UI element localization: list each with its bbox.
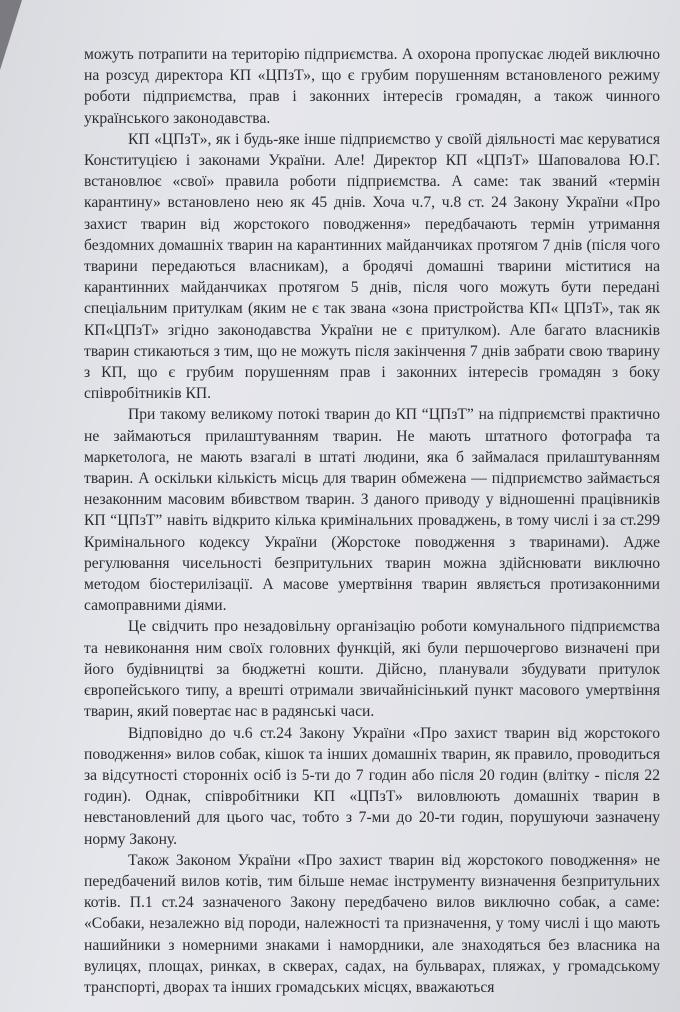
paragraph-3: При такому великому потокі тварин до КП “ЦПзТ” на підприємстві практично не займаються прилаштуванням тварин. Не мають штатного фотографа та маркетолога, не мають взагалі в штаті людини, яка б займалася прилаштуванням тварин. А оскільки кількість місць для тварин обмежена — підприємство займається незаконним масовим вбивством тварин. З даного приводу у відношенні працівників КП “ЦПзТ” навіть відкрито кілька кримінальних проваджень, в тому числі і за ст.299 Кримінального кодексу України (Жорстоке поводження з тваринами). Адже регулювання чисельності безпритульних тварин можна здійснювати виключно методом біостерилізації. А масове умертвіння тварин являється протизаконними самоправними діями. [84,406,660,615]
paragraph-4: Це свідчить про незадовільну організацію роботи комунального підприємства та невиконання ним своїх головних функцій, які були першочергово визначені при його будівництві за бюджетні кошти. Дійсно, планували збудувати притулок європейського типу, а врешті отримали звичайнісінький пункт масового умертвіння тварин, який повертає нас в радянські часи. [84,618,660,721]
paragraph-1: можуть потрапити на територію підприємства. А охорона пропускає людей виключно на розсуд директора КП «ЦПзТ», що є грубим порушенням встановленого режиму роботи підприємства, прав і законних інтересів громадян, а також чинного українського законодавства. [84,46,660,127]
paragraph-2: КП «ЦПзТ», як і будь-яке інше підприємство у своїй діяльності має керуватися Конституцією і законами України. Але! Директор КП «ЦПзТ» Шаповалова Ю.Г. встановлює «свої» правила роботи підприємства. А саме: так званий «термін карантину» встановлено нею як 45 днів. Хоча ч.7, ч.8 ст. 24 Закону України «Про захист тварин від жорстокого поводження» передбачають термін утримання бездомних домашніх тварин на карантинних майданчиках протягом 7 днів (після чого тварини передаються власникам), а бродячі домашні тварини міститися на карантинних майданчиках протягом 5 днів, після чого можуть бути передані спеціальним притулкам (яким не є так звана «зона пристройства КП« ЦПзТ», так як КП«ЦПзТ» згідно законодавства України не є притулком). Але багато власників тварин стикаються з тим, що не можуть після закінчення 7 днів забрати свою тварину з КП, що є грубим порушенням прав і законних інтересів громадян з боку співробітників КП. [84,130,660,403]
paragraph-5: Відповідно до ч.6 ст.24 Закону України «Про захист тварин від жорстокого поводження» вилов собак, кішок та інших домашніх тварин, як правило, проводиться за відсутності сторонніх осіб із 5-ти до 7 годин або після 20 годин (влітку - після 22 годин). Однак, співробітники КП «ЦПзТ» виловлюють домашніх тварин в невстановлений для цього час, тобто з 7-ми до 20-ти годин, порушуючи зазначену норму Закону. [84,724,660,848]
document-body [84,44,660,998]
paragraph-6: Також Законом України «Про захист тварин від жорстокого поводження» не передбачений вилов котів, тим більше немає інструменту визначення безпритульних котів. П.1 ст.24 зазначеного Закону передбачено вилов виключно собак, а саме: «Собаки, незалежно від породи, належності та призначення, у тому числі і що мають нашийники з номерними знаками і намордники, але знаходяться без власника на вулицях, площах, ринках, в скверах, садах, на бульварах, пляжах, у громадському транспорті, дворах та інших громадських місцях, вважаються [84,851,660,996]
page-corner-shadow [0,0,22,70]
